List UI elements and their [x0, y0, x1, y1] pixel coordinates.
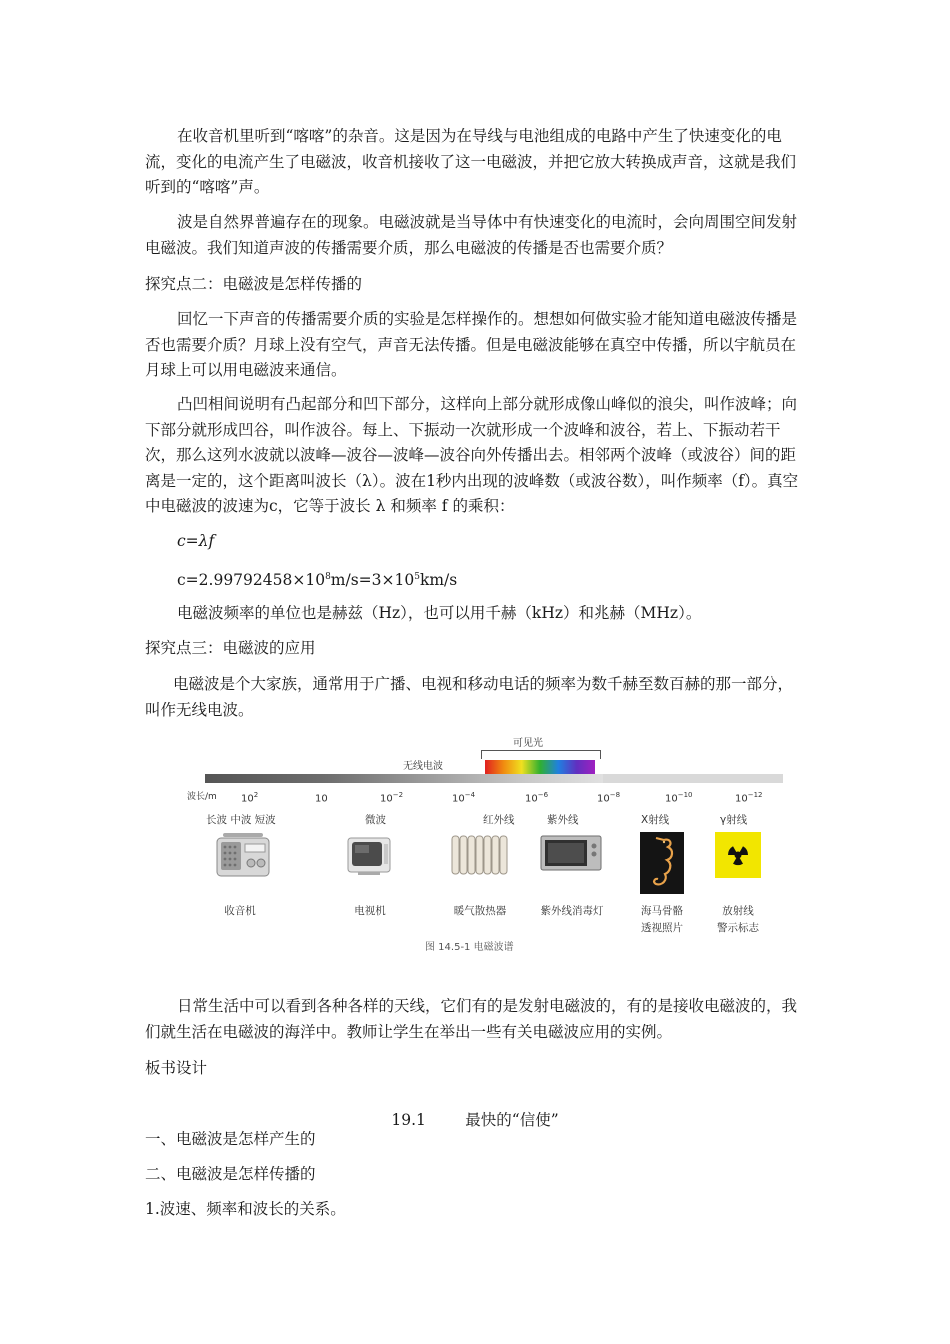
em-spectrum-figure: [185, 730, 785, 960]
spectrum-bar: [205, 774, 603, 783]
paragraph-radio-waves: 电磁波是个大家族，通常用于广播、电视和移动电话的频率为数千赫至数百赫的那一部分，叫作无线电波。: [145, 675, 794, 719]
caption-radiation-sign: 放射线 警示标志: [717, 905, 759, 934]
uv-lamp-icon: [539, 832, 603, 874]
band-label-xray: X射线: [641, 814, 670, 826]
caption-uv-lamp: 紫外线消毒灯: [540, 905, 604, 917]
paragraph-wave-intro: 波是自然界普遍存在的现象。电磁波就是当导体中有快速变化的电流时，会向周围空间发射电磁波。我们知道声波的传播需要介质，那么电磁波的传播是否也需要介质？: [145, 213, 798, 257]
caption-seahorse: 海马骨骼 透视照片: [641, 905, 683, 934]
tick-label: 10: [315, 793, 328, 805]
tv-icon: [342, 832, 398, 878]
tick-label: $10^{-2}$: [380, 791, 404, 805]
formula-c-lambda-f: c=λf: [177, 532, 215, 550]
paragraph-frequency-units: 电磁波频率的单位也是赫兹（Hz），也可以用千赫（kHz）和兆赫（MHz）。: [177, 604, 702, 622]
tick-label: $10^2$: [241, 791, 259, 805]
radio-icon: [215, 832, 271, 878]
radio-waves-label: 无线电波: [403, 761, 443, 772]
visible-light-label: 可见光: [513, 738, 543, 749]
tick-label: $10^{-8}$: [597, 791, 621, 805]
paragraph-noise: 在收音机里听到“喀喀”的杂音。这是因为在导线与电池组成的电路中产生了快速变化的电流，变化的电流产生了电磁波，收音机接收了这一电磁波，并把它放大转换成声音，这就是我们听到的“喀喀”声。: [145, 127, 797, 196]
visible-spectrum-band: [485, 760, 595, 774]
band-label-ultraviolet: 紫外线: [547, 814, 579, 826]
tick-label: $10^{-12}$: [735, 791, 763, 805]
tick-label: $10^{-10}$: [665, 791, 693, 805]
figure-caption: 图 14.5-1 电磁波谱: [425, 942, 514, 953]
formula-speed-of-light: $c=2.99792458\times 10^8m/s=3\times 10^5km/s$: [177, 571, 458, 590]
board-item-1: 一、电磁波是怎样产生的: [145, 1130, 316, 1148]
spectrum-bar-short: [603, 774, 783, 783]
band-label-gamma: γ射线: [720, 814, 748, 826]
tick-label: $10^{-4}$: [452, 791, 476, 805]
board-item-2-1: 1.波速、频率和波长的关系。: [145, 1200, 346, 1218]
band-label-infrared: 红外线: [483, 814, 515, 826]
caption-radiator: 暖气散热器: [453, 905, 507, 917]
caption-tv: 电视机: [354, 905, 386, 917]
visible-light-bracket: [481, 750, 601, 759]
wavelength-axis-label: 波长/m: [187, 792, 217, 802]
band-label-radio: 长波 中波 短波: [206, 814, 276, 826]
paragraph-wave-definitions: 凸凹相间说明有凸起部分和凹下部分，这样向上部分就形成像山峰似的浪尖，叫作波峰；向下部分就形成凹谷，叫作波谷。每上、下振动一次就形成一个波峰和波谷，若上、下振动若干次，那么这列水波就以波峰—波谷—波峰—波谷向外传播出去。相邻两个波峰（或波谷）间的距离是一定的，这个距离叫波长（λ）。波在1秒内出现的波峰数（或波谷数），叫作频率（f）。真空中电磁波的波速为c，它等于波长 λ 和频率 f 的乘积：: [145, 395, 799, 515]
board-design-heading: 板书设计: [145, 1059, 208, 1077]
paragraph-antennas: 日常生活中可以看到各种各样的天线，它们有的是发射电磁波的，有的是接收电磁波的，我们就生活在电磁波的海洋中。教师让学生在举出一些有关电磁波应用的实例。: [145, 997, 798, 1041]
tick-label: $10^{-6}$: [525, 791, 549, 805]
seahorse-xray-icon: [640, 832, 684, 894]
radiation-warning-icon: [715, 832, 761, 878]
caption-radio: 收音机: [224, 905, 256, 917]
board-item-2: 二、电磁波是怎样传播的: [145, 1165, 316, 1183]
board-title: 19.1 最快的“信使”: [391, 1110, 559, 1129]
section-heading-propagation: 探究点二：电磁波是怎样传播的: [145, 275, 363, 293]
band-label-microwave: 微波: [365, 814, 386, 826]
section-heading-applications: 探究点三：电磁波的应用: [145, 639, 316, 657]
paragraph-medium-experiment: 回忆一下声音的传播需要介质的实验是怎样操作的。想想如何做实验才能知道电磁波传播是否也需要介质？月球上没有空气，声音无法传播。但是电磁波能够在真空中传播，所以宇航员在月球上可以用电磁波来通信。: [145, 310, 798, 379]
radiator-icon: [450, 832, 512, 878]
